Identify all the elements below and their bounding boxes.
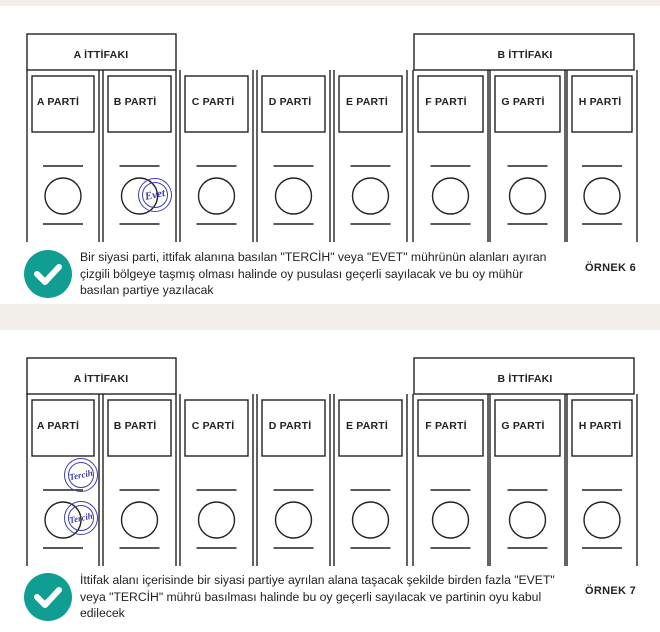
- party-e-label: E PARTİ: [345, 96, 389, 108]
- seal-circle: [199, 502, 235, 538]
- party-h-label: H PARTİ: [578, 420, 622, 432]
- party-e-label: E PARTİ: [345, 420, 389, 432]
- party-h-label: H PARTİ: [578, 96, 622, 108]
- seal-circle: [353, 178, 389, 214]
- party-a-label: A PARTİ: [36, 420, 80, 432]
- tercih-stamp-text: Tercih: [68, 510, 94, 526]
- party-a-label: A PARTİ: [36, 96, 80, 108]
- alliance-a-label: A İTTİFAKI: [73, 373, 129, 385]
- checkmark-icon: [24, 573, 72, 621]
- evet-stamp-text: Evet: [143, 187, 167, 203]
- example-7-label: ÖRNEK 7: [585, 585, 636, 597]
- seal-circle: [510, 502, 546, 538]
- example-6-label: ÖRNEK 6: [585, 262, 636, 274]
- ballot-diagram: [0, 6, 660, 246]
- seal-circle: [276, 178, 312, 214]
- seal-circle: [199, 178, 235, 214]
- party-b-label: B PARTİ: [113, 96, 157, 108]
- seal-circle: [353, 502, 389, 538]
- example-7-text: İttifak alanı içerisinde bir siyasi partiye ayrılan alana taşacak şekilde birden fazla "EVET" veya "TERCİH" mührü basılması halinde bu oy geçerli sayılacak ve partinin oyu kabul edilecek: [80, 573, 555, 620]
- party-f-label: F PARTİ: [425, 420, 467, 432]
- party-d-label: D PARTİ: [268, 96, 312, 108]
- tercih-stamp-text: Tercih: [68, 467, 94, 483]
- ballot-lines: [0, 6, 660, 246]
- evet-stamp: [138, 178, 172, 212]
- party-b-label: B PARTİ: [113, 420, 157, 432]
- party-d-label: D PARTİ: [268, 420, 312, 432]
- alliance-b-label: B İTTİFAKI: [497, 49, 553, 61]
- seal-circle: [122, 502, 158, 538]
- party-c-label: C PARTİ: [191, 96, 235, 108]
- ballot-diagram: [0, 330, 660, 570]
- example-panel-7: [0, 330, 660, 632]
- seal-circle: [45, 178, 81, 214]
- seal-circle: [510, 178, 546, 214]
- party-c-label: C PARTİ: [191, 420, 235, 432]
- party-f-label: F PARTİ: [425, 96, 467, 108]
- party-g-label: G PARTİ: [501, 96, 545, 108]
- tercih-stamp: [64, 501, 98, 535]
- checkmark-icon: [24, 250, 72, 298]
- party-g-label: G PARTİ: [501, 420, 545, 432]
- seal-circle: [433, 502, 469, 538]
- seal-circle: [584, 178, 620, 214]
- alliance-b-label: B İTTİFAKI: [497, 373, 553, 385]
- example-6-text: Bir siyasi parti, ittifak alanına basılan "TERCİH" veya "EVET" mührünün alanları ayıran çizgili bölgeye taşmış olması halinde oy pusulası geçerli sayılacak ve bu oy mühür basılan partiye yazılacak: [80, 250, 547, 297]
- alliance-a-label: A İTTİFAKI: [73, 49, 129, 61]
- example-panel-6: [0, 6, 660, 304]
- seal-circle: [276, 502, 312, 538]
- seal-circle: [433, 178, 469, 214]
- tercih-stamp: [64, 458, 98, 492]
- seal-circle: [584, 502, 620, 538]
- ballot-lines: [0, 330, 660, 570]
